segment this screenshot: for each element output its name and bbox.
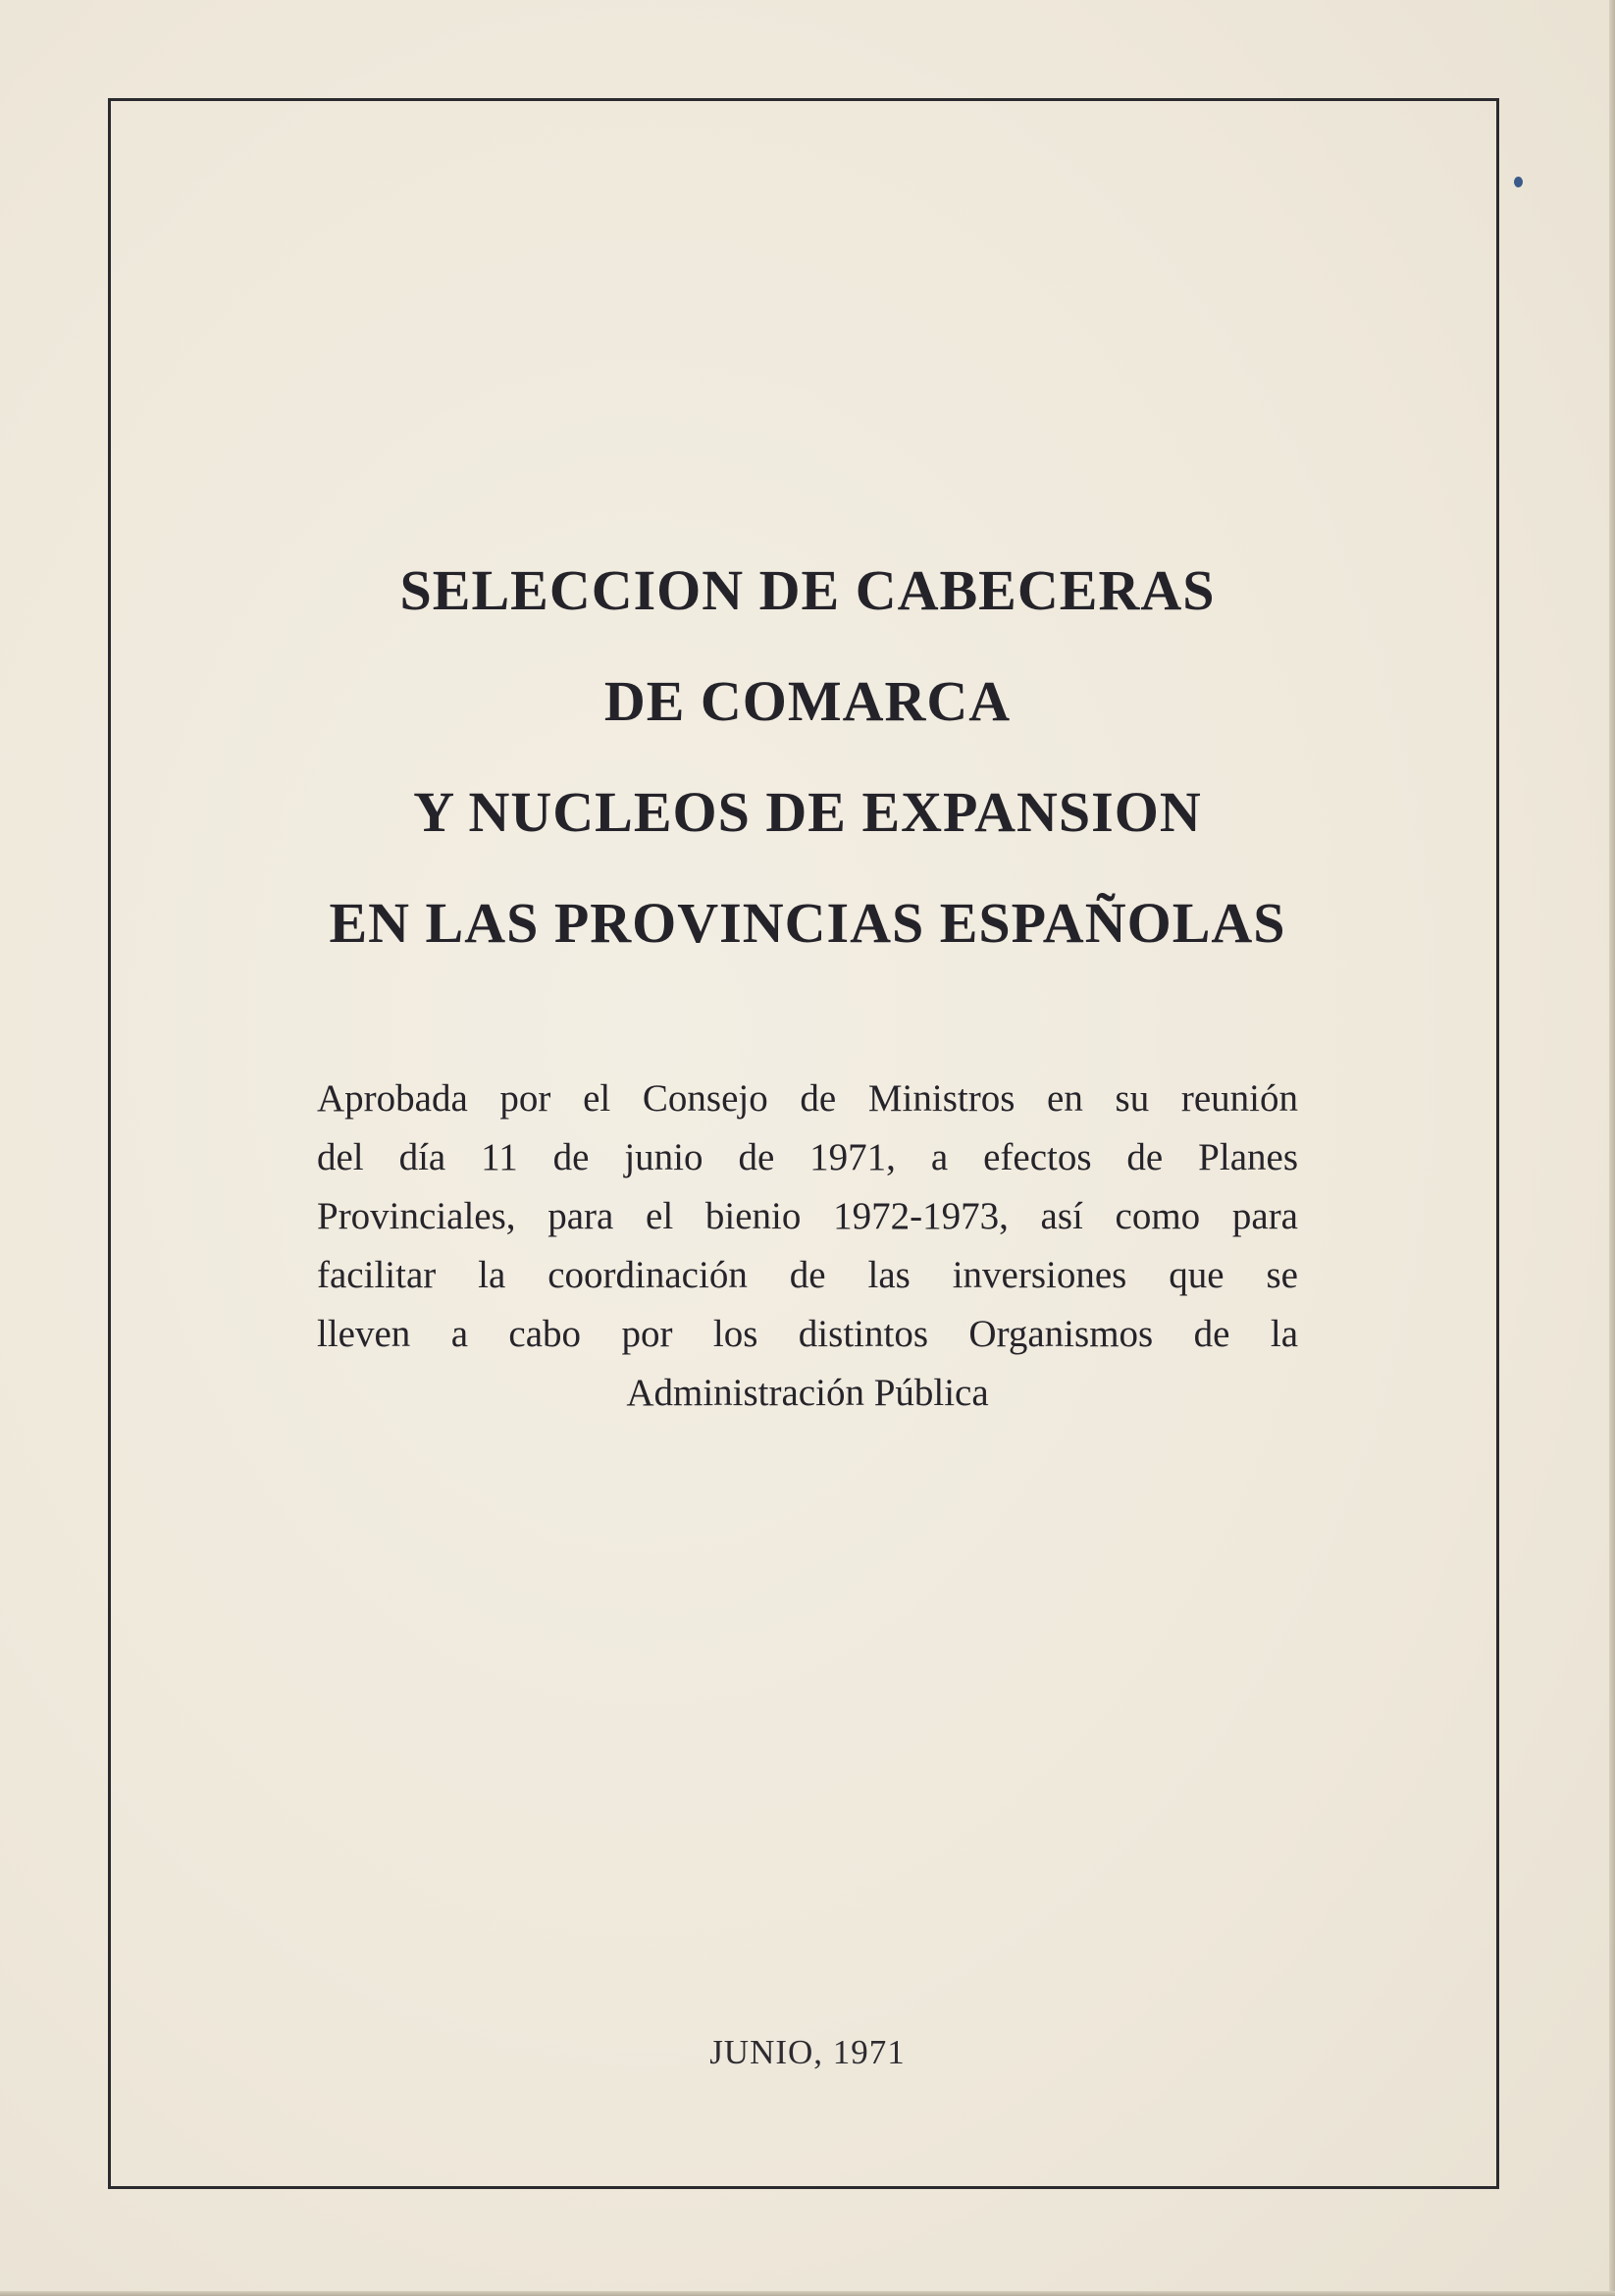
publication-date: JUNIO, 1971 bbox=[709, 2033, 906, 2071]
description-line-1: Aprobada por el Consejo de Ministros en su reunión bbox=[317, 1077, 1298, 1120]
title-line-2: DE COMARCA bbox=[603, 669, 1012, 733]
approval-description bbox=[317, 1070, 1298, 1423]
title-line-4: EN LAS PROVINCIAS ESPAÑOLAS bbox=[329, 891, 1286, 955]
description-line-5: lleven a cabo por los distintos Organismos de la bbox=[317, 1313, 1298, 1355]
description-line-3: Provinciales, para el bienio 1972-1973, así como para bbox=[317, 1195, 1298, 1237]
title-line-3: Y NUCLEOS DE EXPANSION bbox=[413, 780, 1202, 844]
description-line-6: Administración Pública bbox=[626, 1372, 989, 1414]
description-line-2: del día 11 de junio de 1971, a efectos de Planes bbox=[317, 1136, 1298, 1178]
ink-speck bbox=[1514, 177, 1523, 187]
description-line-4: facilitar la coordinación de las inversiones que se bbox=[317, 1254, 1298, 1296]
page-edge-bottom bbox=[0, 2291, 1615, 2296]
title-line-1: SELECCION DE CABECERAS bbox=[399, 558, 1216, 622]
document-title bbox=[0, 535, 1615, 978]
page-edge-right bbox=[1609, 0, 1615, 2296]
